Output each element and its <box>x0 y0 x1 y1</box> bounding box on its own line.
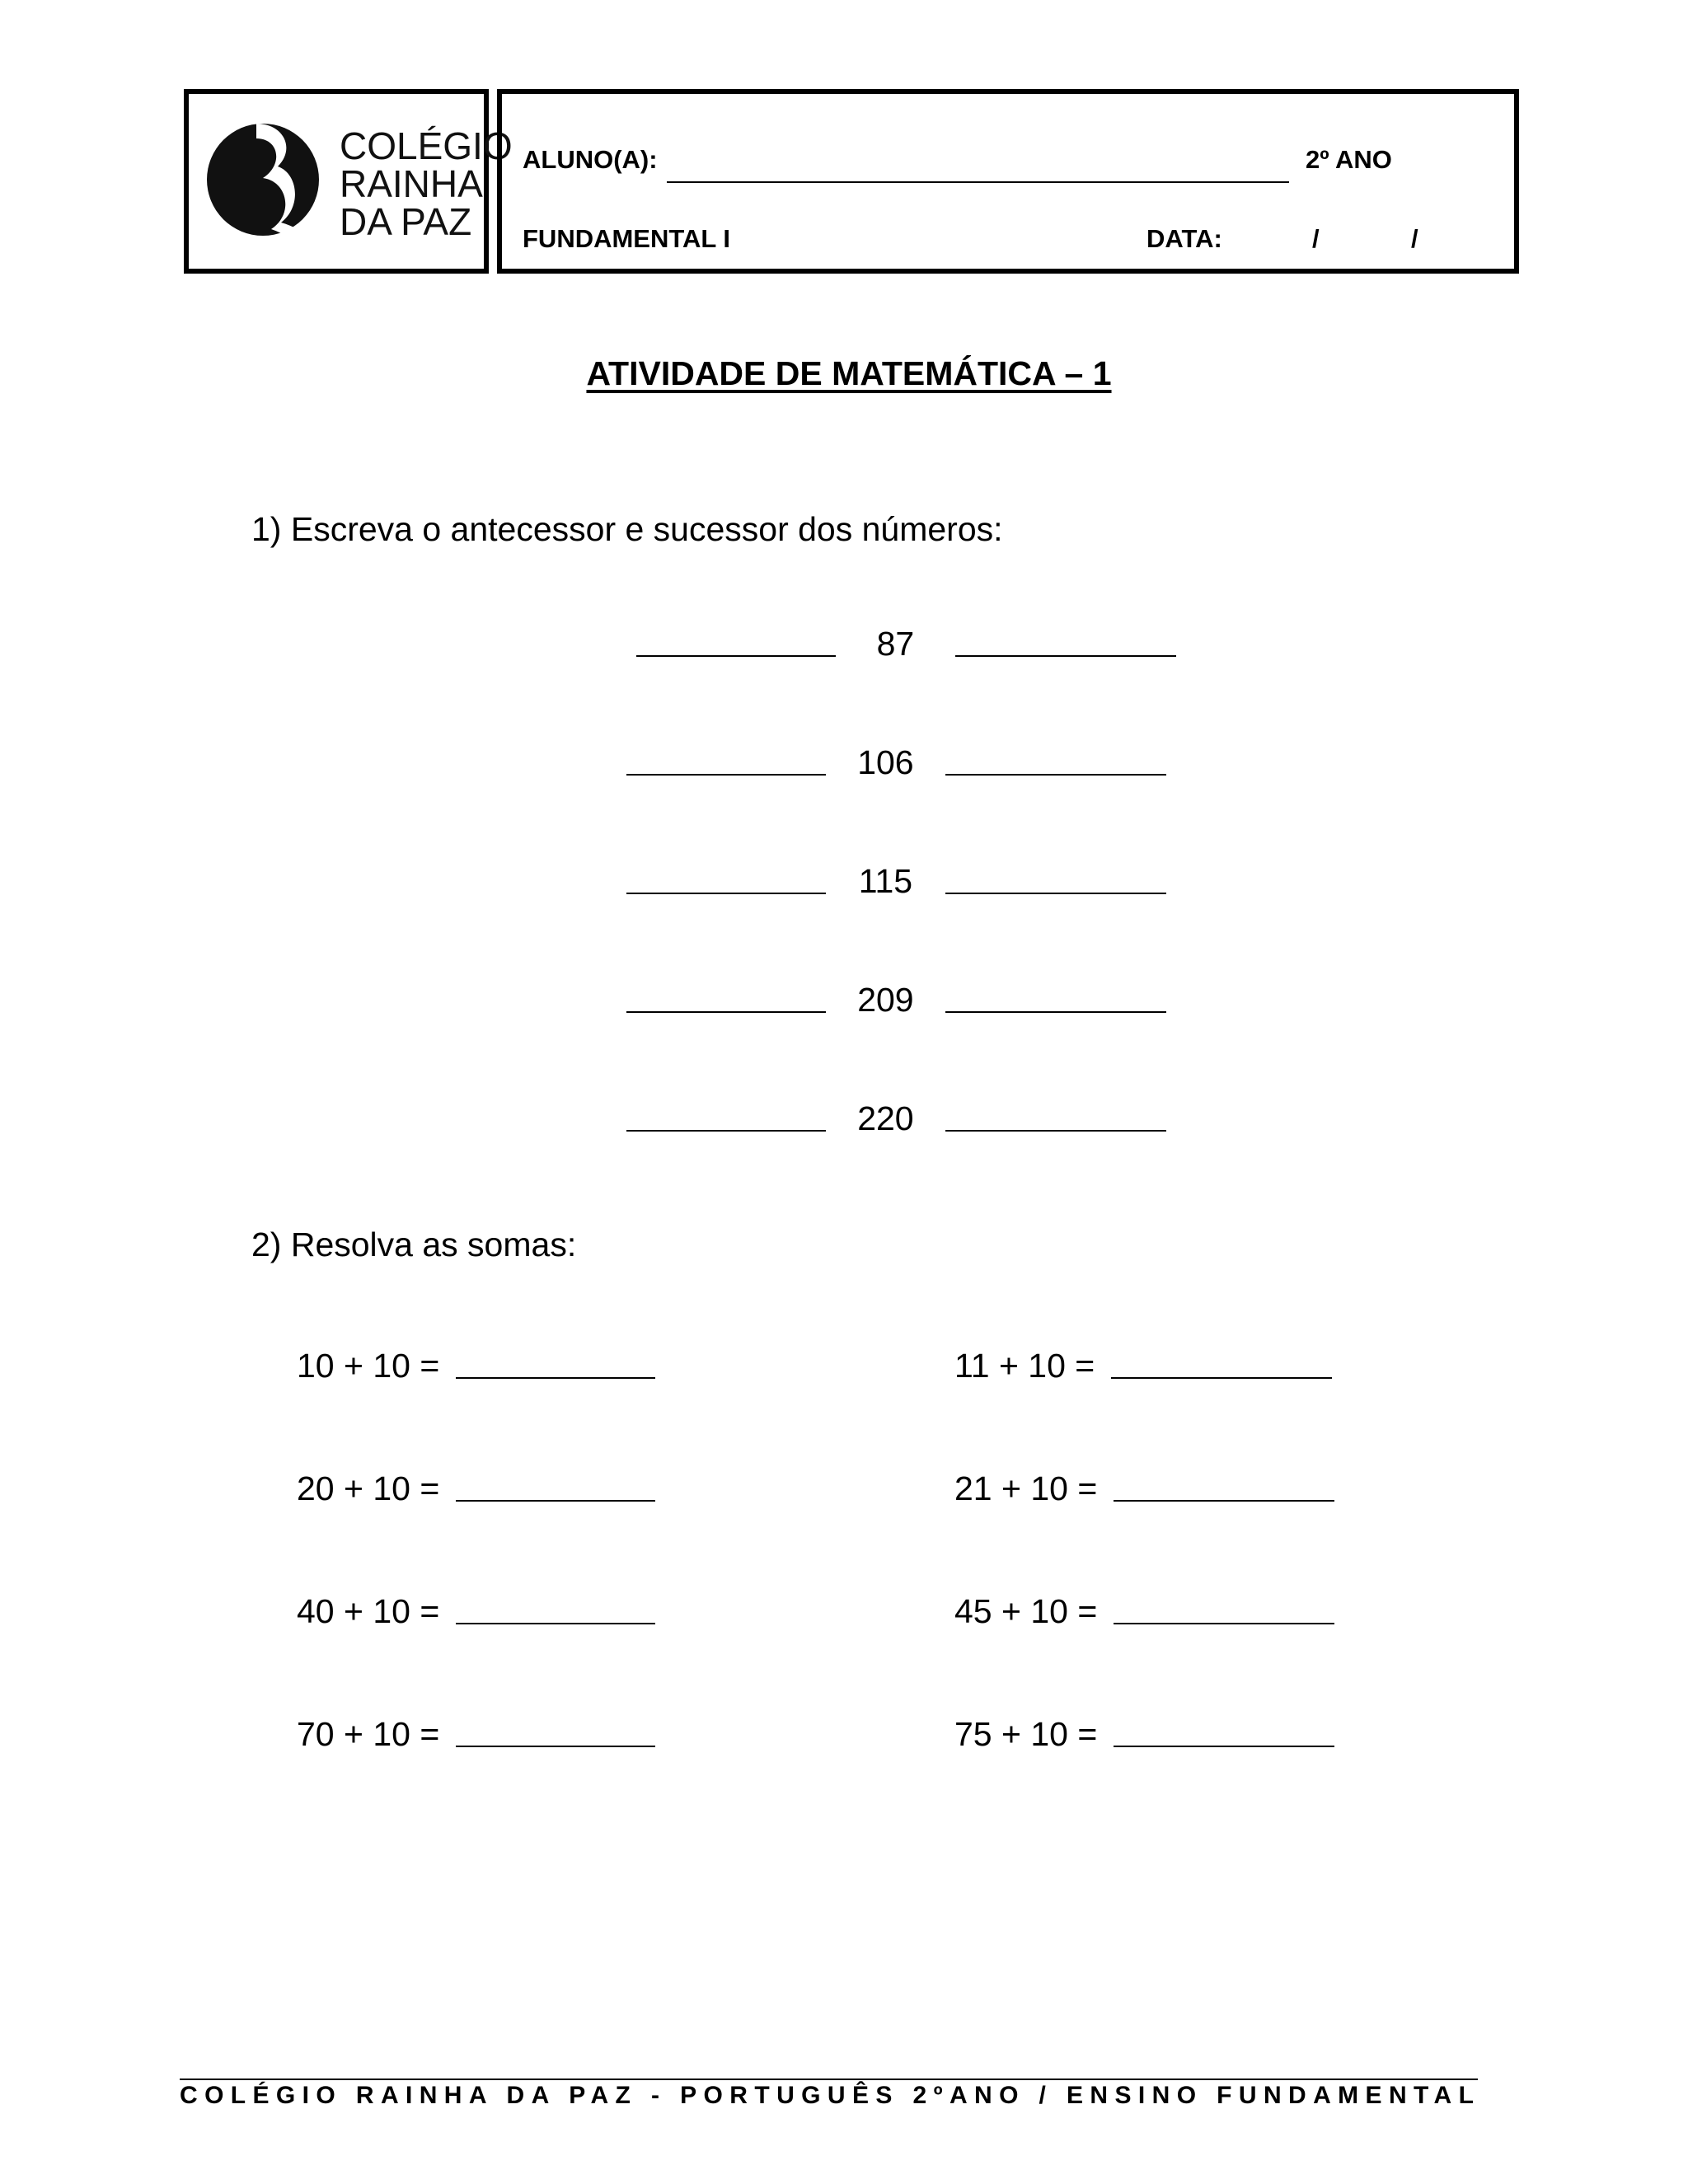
date-label: DATA: <box>1146 224 1222 253</box>
grade-label: 2º ANO <box>1306 145 1392 174</box>
level-label: FUNDAMENTAL I <box>523 224 730 253</box>
sum-item <box>297 1592 655 1631</box>
sum-answer-blank[interactable] <box>1114 1746 1334 1747</box>
sum-item <box>954 1715 1334 1754</box>
successor-blank[interactable] <box>945 1011 1166 1013</box>
logo-text-line-3: DA PAZ <box>340 200 472 243</box>
sum-item <box>297 1347 655 1385</box>
logo-text-line-1: COLÉGIO <box>340 124 513 167</box>
sequence-number: 87 <box>876 625 915 663</box>
predecessor-blank[interactable] <box>636 655 836 657</box>
sum-expression: 21 + 10 = <box>954 1469 1098 1507</box>
successor-blank[interactable] <box>945 774 1166 776</box>
sum-item <box>954 1347 1332 1385</box>
student-name-blank[interactable] <box>667 181 1289 183</box>
sum-answer-blank[interactable] <box>456 1500 655 1502</box>
sum-answer-blank[interactable] <box>1114 1500 1334 1502</box>
sum-expression: 45 + 10 = <box>954 1592 1098 1630</box>
sum-answer-blank[interactable] <box>456 1623 655 1624</box>
predecessor-blank[interactable] <box>626 1011 826 1013</box>
sequence-number: 220 <box>857 1099 914 1137</box>
student-name-label: ALUNO(A): <box>523 145 658 174</box>
sequence-number: 209 <box>857 981 914 1019</box>
sum-item <box>297 1469 655 1508</box>
sum-expression: 75 + 10 = <box>954 1715 1098 1753</box>
sum-answer-blank[interactable] <box>456 1377 655 1379</box>
sum-item <box>954 1469 1334 1508</box>
page-title: ATIVIDADE DE MATEMÁTICA – 1 <box>586 354 1112 392</box>
question-2-prompt: 2) Resolva as somas: <box>251 1226 577 1263</box>
sum-expression: 11 + 10 = <box>954 1347 1095 1385</box>
sequence-row <box>626 862 1166 901</box>
predecessor-blank[interactable] <box>626 893 826 894</box>
school-logo-box <box>184 89 513 274</box>
sum-answer-blank[interactable] <box>1114 1623 1334 1624</box>
successor-blank[interactable] <box>945 1130 1166 1132</box>
sequence-number: 115 <box>858 862 913 900</box>
predecessor-blank[interactable] <box>626 774 826 776</box>
sequence-row <box>636 625 1176 663</box>
predecessor-blank[interactable] <box>626 1130 826 1132</box>
sum-item <box>297 1715 655 1754</box>
successor-blank[interactable] <box>955 655 1176 657</box>
sequence-row <box>626 981 1166 1019</box>
sequence-number: 106 <box>857 743 914 781</box>
page-footer: COLÉGIO RAINHA DA PAZ - PORTUGUÊS 2ºANO / ENSINO FUNDAMENTAL <box>180 2082 1481 2109</box>
sequence-row <box>626 743 1166 782</box>
school-logo-icon <box>205 115 329 247</box>
date-separator-1: / <box>1312 224 1320 253</box>
sum-answer-blank[interactable] <box>456 1746 655 1747</box>
sum-expression: 10 + 10 = <box>297 1347 440 1385</box>
successor-blank[interactable] <box>945 893 1166 894</box>
logo-text-line-2: RAINHA <box>340 162 483 205</box>
sum-expression: 70 + 10 = <box>297 1715 440 1753</box>
footer-divider <box>180 2079 1478 2080</box>
question-1-prompt: 1) Escreva o antecessor e sucessor dos números: <box>251 510 1003 548</box>
sum-expression: 40 + 10 = <box>297 1592 440 1630</box>
date-separator-2: / <box>1411 224 1418 253</box>
sum-expression: 20 + 10 = <box>297 1469 440 1507</box>
sequence-row <box>626 1099 1166 1138</box>
sum-answer-blank[interactable] <box>1111 1377 1332 1379</box>
student-info-box <box>497 89 1519 274</box>
sum-item <box>954 1592 1334 1631</box>
